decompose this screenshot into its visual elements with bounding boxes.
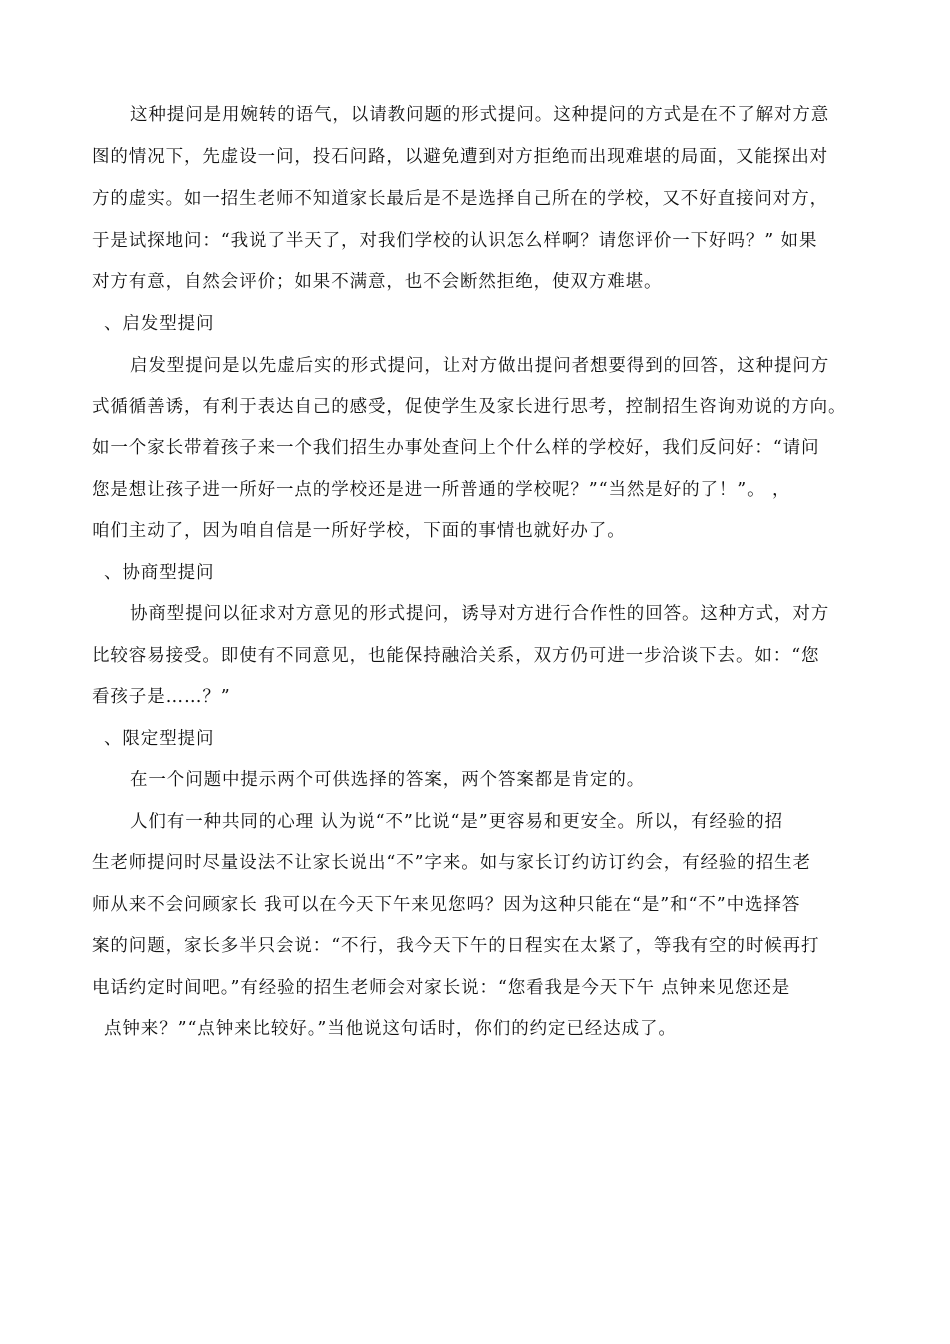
paragraph-2-line-2: 式循循善诱，有利于表达自己的感受，促使学生及家长进行思考，控制招生咨询劝说的方向。	[92, 397, 847, 417]
paragraph-5-line-4: 案的问题，家长多半只会说：“不行，我今天下午的日程实在太紧了，等我有空的时候再打	[92, 936, 820, 956]
paragraph-1-line-1: 这种提问是用婉转的语气，以请教问题的形式提问。这种提问的方式是在不了解对方意	[130, 105, 830, 125]
paragraph-2-line-4: 您是想让孩子进一所好一点的学校还是进一所普通的学校呢？”“当然是好的了！”。 ，	[92, 480, 791, 500]
paragraph-3-line-3: 看孩子是……？”	[92, 687, 231, 707]
paragraph-5-line-2: 生老师提问时尽量设法不让家长说出“不”字来。如与家长订约访订约会，有经验的招生老	[92, 853, 811, 873]
section-heading-consultative: 、协商型提问	[104, 563, 215, 583]
paragraph-2-line-5: 咱们主动了，因为咱自信是一所好学校，下面的事情也就好办了。	[92, 521, 626, 541]
paragraph-2-line-1: 启发型提问是以先虚后实的形式提问，让对方做出提问者想要得到的回答，这种提问方	[130, 356, 830, 376]
section-heading-limited: 、限定型提问	[104, 729, 215, 749]
paragraph-1-line-2: 图的情况下，先虚设一问，投石问路，以避免遭到对方拒绝而出现难堪的局面，又能探出对	[92, 147, 828, 167]
paragraph-1-line-5: 对方有意，自然会评价；如果不满意，也不会断然拒绝，使双方难堪。	[92, 272, 663, 292]
paragraph-5-line-3: 师从来不会问顾家长 我可以在今天下午来见您吗？因为这种只能在“是”和“不”中选择答	[92, 895, 801, 915]
paragraph-1-line-4: 于是试探地问：“我说了半天了，对我们学校的认识怎么样啊？请您评价一下好吗？” 如果	[92, 231, 818, 251]
paragraph-2-line-3: 如一个家长带着孩子来一个我们招生办事处查问上个什么样的学校好，我们反问好：“请问	[92, 438, 820, 458]
paragraph-3-line-2: 比较容易接受。即使有不同意见，也能保持融洽关系，双方仍可进一步洽谈下去。如：“您	[92, 646, 820, 666]
paragraph-5-line-1: 人们有一种共同的心理 认为说“不”比说“是”更容易和更安全。所以，有经验的招	[130, 812, 784, 832]
paragraph-4-line-1: 在一个问题中提示两个可供选择的答案，两个答案都是肯定的。	[130, 770, 646, 790]
paragraph-1-line-3: 方的虚实。如一招生老师不知道家长最后是不是选择自己所在的学校，又不好直接问对方，	[92, 189, 828, 209]
paragraph-5-line-5: 电话约定时间吧。”有经验的招生老师会对家长说：“您看我是今天下午 点钟来见您还是	[92, 978, 791, 998]
paragraph-5-line-6: 点钟来？”“点钟来比较好。”当他说这句话时，你们的约定已经达成了。	[104, 1019, 677, 1039]
paragraph-3-line-1: 协商型提问以征求对方意见的形式提问，诱导对方进行合作性的回答。这种方式，对方	[130, 604, 830, 624]
section-heading-inspiring: 、启发型提问	[104, 314, 215, 334]
